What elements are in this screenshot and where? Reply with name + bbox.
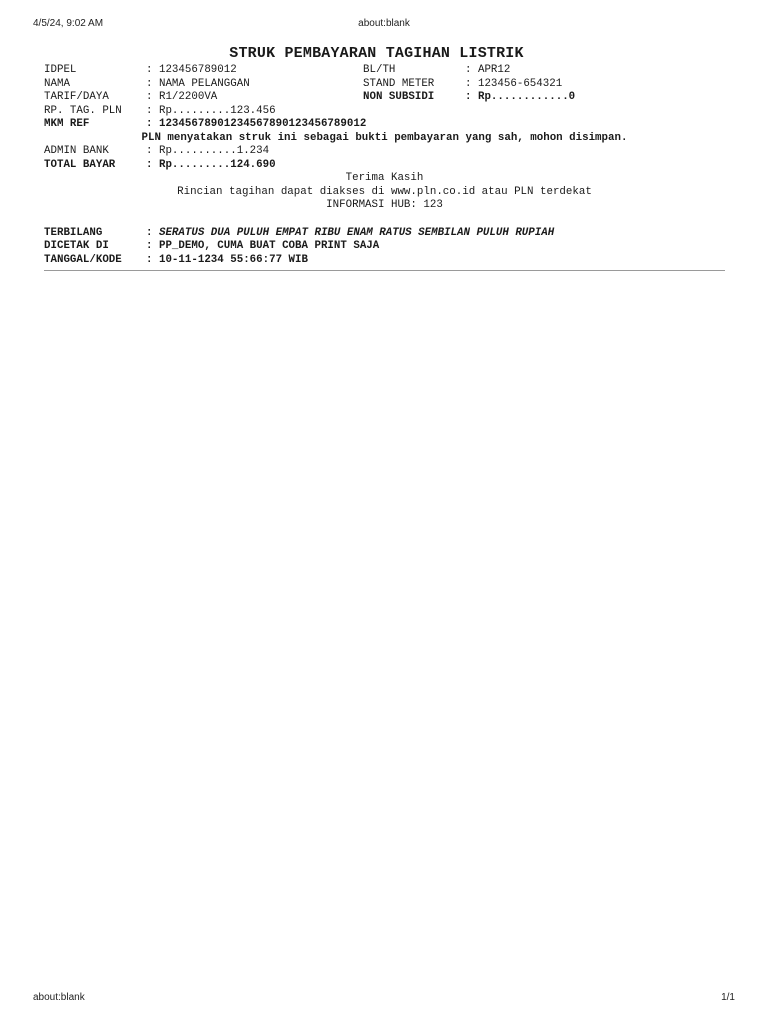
row-idpel — [44, 64, 725, 78]
rp-tag-label: RP. TAG. PLN — [44, 104, 122, 117]
nama-label: NAMA — [44, 77, 70, 90]
info-line: Rincian tagihan dapat diakses di www.pln.co.id atau PLN terdekat — [177, 185, 592, 198]
total-bayar-label: TOTAL BAYAR — [44, 158, 116, 171]
bottom-divider — [44, 270, 725, 271]
stand-meter-value: : 123456-654321 — [465, 77, 563, 90]
print-page-count: 1/1 — [721, 992, 735, 1003]
tarif-value: : R1/2200VA — [146, 91, 218, 103]
terbilang-value-wrap — [146, 227, 554, 241]
tarif-label: TARIF/DAYA — [44, 91, 109, 103]
print-footer-url: about:blank — [33, 992, 85, 1003]
blth-label: BL/TH — [363, 64, 396, 76]
spacer — [44, 213, 725, 227]
idpel-label: IDPEL — [44, 64, 77, 76]
row-terbilang — [44, 227, 725, 241]
row-total-bayar — [44, 159, 725, 173]
dicetak-label: DICETAK DI — [44, 240, 109, 252]
terbilang-value: SERATUS DUA PULUH EMPAT RIBU ENAM RATUS SEMBILAN PULUH RUPIAH — [158, 226, 555, 239]
mkm-ref-value: : 12345678901234567890123456789012 — [146, 118, 367, 130]
terbilang-label: TERBILANG — [44, 226, 103, 239]
row-dicetak — [44, 240, 725, 254]
row-admin-bank — [44, 145, 725, 159]
hub-line: INFORMASI HUB: 123 — [326, 199, 443, 211]
stand-meter-label: STAND METER — [363, 77, 435, 90]
row-tanggal — [44, 254, 725, 268]
print-footer — [0, 992, 768, 1006]
total-bayar-value: : Rp.........124.690 — [146, 158, 276, 171]
print-header — [0, 18, 768, 32]
receipt — [44, 44, 725, 271]
admin-bank-value: : Rp..........1.234 — [146, 145, 270, 157]
validity-statement: PLN menyatakan struk ini sebagai bukti pembayaran yang sah, mohon disimpan. — [141, 131, 628, 144]
nama-value: : NAMA PELANGGAN — [146, 77, 250, 90]
idpel-value: : 123456789012 — [146, 64, 237, 76]
admin-bank-label: ADMIN BANK — [44, 145, 109, 157]
blth-value: : APR12 — [465, 64, 511, 76]
row-nama — [44, 78, 725, 92]
non-subsidi-value: : Rp............0 — [465, 91, 576, 103]
print-page-title: about:blank — [358, 18, 410, 29]
mkm-ref-label: MKM REF — [44, 118, 90, 130]
non-subsidi-label: NON SUBSIDI — [363, 91, 435, 103]
tanggal-label: TANGGAL/KODE — [44, 253, 122, 266]
receipt-title: STRUK PEMBAYARAN TAGIHAN LISTRIK — [229, 45, 524, 62]
rp-tag-value: : Rp.........123.456 — [146, 104, 276, 117]
dicetak-value: : PP_DEMO, CUMA BUAT COBA PRINT SAJA — [146, 240, 380, 252]
print-datetime: 4/5/24, 9:02 AM — [33, 18, 104, 29]
tanggal-value: : 10-11-1234 55:66:77 WIB — [146, 253, 308, 266]
row-rp-tag — [44, 105, 725, 119]
row-mkm-ref — [44, 118, 725, 132]
thanks-line: Terima Kasih — [345, 172, 424, 184]
terbilang-colon: : — [146, 226, 159, 239]
row-tarif — [44, 91, 725, 105]
